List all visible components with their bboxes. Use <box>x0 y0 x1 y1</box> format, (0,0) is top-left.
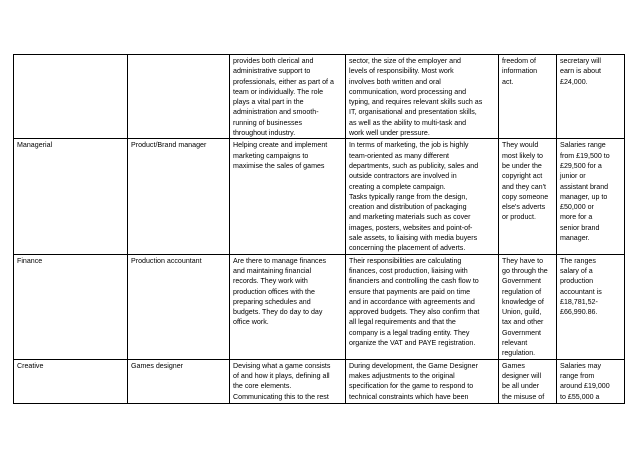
legal-cell <box>499 55 557 139</box>
salary-cell <box>557 139 625 254</box>
legal-text: freedom of information act. <box>502 57 538 86</box>
legal-cell <box>499 254 557 359</box>
table-body <box>14 55 625 404</box>
role-text: Creative <box>17 361 44 370</box>
role-cell <box>14 254 128 359</box>
salary-cell <box>557 254 625 359</box>
salary-text: The ranges salary of a production accountant is £18,781,52- £66,990.86. <box>560 256 602 317</box>
responsibilities-cell <box>346 254 499 359</box>
table-row <box>14 359 625 403</box>
role-cell <box>14 359 128 403</box>
job-title-cell <box>128 55 230 139</box>
description-text: Are there to manage finances and maintaining financial records. They work with production offices with the preparing schedules and budgets. They do day to day office work. <box>233 256 327 327</box>
job-roles-table <box>13 54 625 404</box>
role-cell <box>14 55 128 139</box>
salary-cell <box>557 55 625 139</box>
responsibilities-text: During development, the Game Designer makes adjustments to the original specification for the game to respond to technical constraints which have been <box>349 361 478 401</box>
job-title-cell <box>128 139 230 254</box>
role-text: Managerial <box>17 141 53 150</box>
responsibilities-text: Their responsibilities are calculating finances, cost production, liaising with financiers and controlling the cash flow to ensure that payments are paid on time and in accordance with agreements and approved budgets. They also confirm that all legal requirements and that the company is a legal trading entity. They organize the VAT and PAYE registration. <box>349 256 480 348</box>
salary-text: Salaries may range from around £19,000 to £55,000 a <box>560 361 610 401</box>
responsibilities-cell <box>346 359 499 403</box>
salary-text: Salaries range from £19,500 to £29,500 for a junior or assistant brand manager, up to £50,000 or more for a senior brand manager. <box>560 141 610 243</box>
salary-cell <box>557 359 625 403</box>
description-text: Devising what a game consists of and how it plays, defining all the core elements. Communicating this to the rest <box>233 361 331 401</box>
responsibilities-cell <box>346 55 499 139</box>
responsibilities-text: In terms of marketing, the job is highly team-oriented as many different departments, such as publicity, sales and outside contractors are involved in creating a complete campaign. Tasks typically range from the design, creation and distribution of packaging and marketing materials such as cover images, posters, websites and point-of- sale assets, to liaising with media buyers concerning the placement of adverts. <box>349 141 479 253</box>
job-title-text: Production accountant <box>131 256 202 265</box>
legal-text: They have to go through the Government regulation of knowledge of Union, guild, tax and other Government relevant regulation. <box>502 256 548 358</box>
job-title-cell <box>128 359 230 403</box>
description-cell <box>230 359 346 403</box>
responsibilities-cell <box>346 139 499 254</box>
responsibilities-text: sector, the size of the employer and levels of responsibility. Most work involves both written and oral communication, word processing and typing, and requires relevant skills such as IT, organisational and presentation skills, as well as the ability to multi-task and work well under pressure. <box>349 57 483 138</box>
job-title-cell <box>128 254 230 359</box>
table-row <box>14 139 625 254</box>
salary-text: secretary will earn is about £24,000. <box>560 57 602 86</box>
description-text: Helping create and implement marketing campaigns to maximise the sales of games <box>233 141 328 170</box>
legal-cell <box>499 139 557 254</box>
description-text: provides both clerical and administrative support to professionals, either as part of a team or individually. The role plays a vital part in the administration and smooth- running of businesses throughout industry. <box>233 57 334 138</box>
description-cell <box>230 254 346 359</box>
role-text: Finance <box>17 256 43 265</box>
description-cell <box>230 139 346 254</box>
table-row <box>14 55 625 139</box>
job-title-text: Games designer <box>131 361 184 370</box>
legal-text: They would most likely to be under the copyright act and they can't copy someone else's adverts or product. <box>502 141 549 222</box>
job-title-text: Product/Brand manager <box>131 141 207 150</box>
description-cell <box>230 55 346 139</box>
table-row <box>14 254 625 359</box>
legal-cell <box>499 359 557 403</box>
legal-text: Games designer will be all under the misuse of <box>502 361 545 401</box>
role-cell <box>14 139 128 254</box>
